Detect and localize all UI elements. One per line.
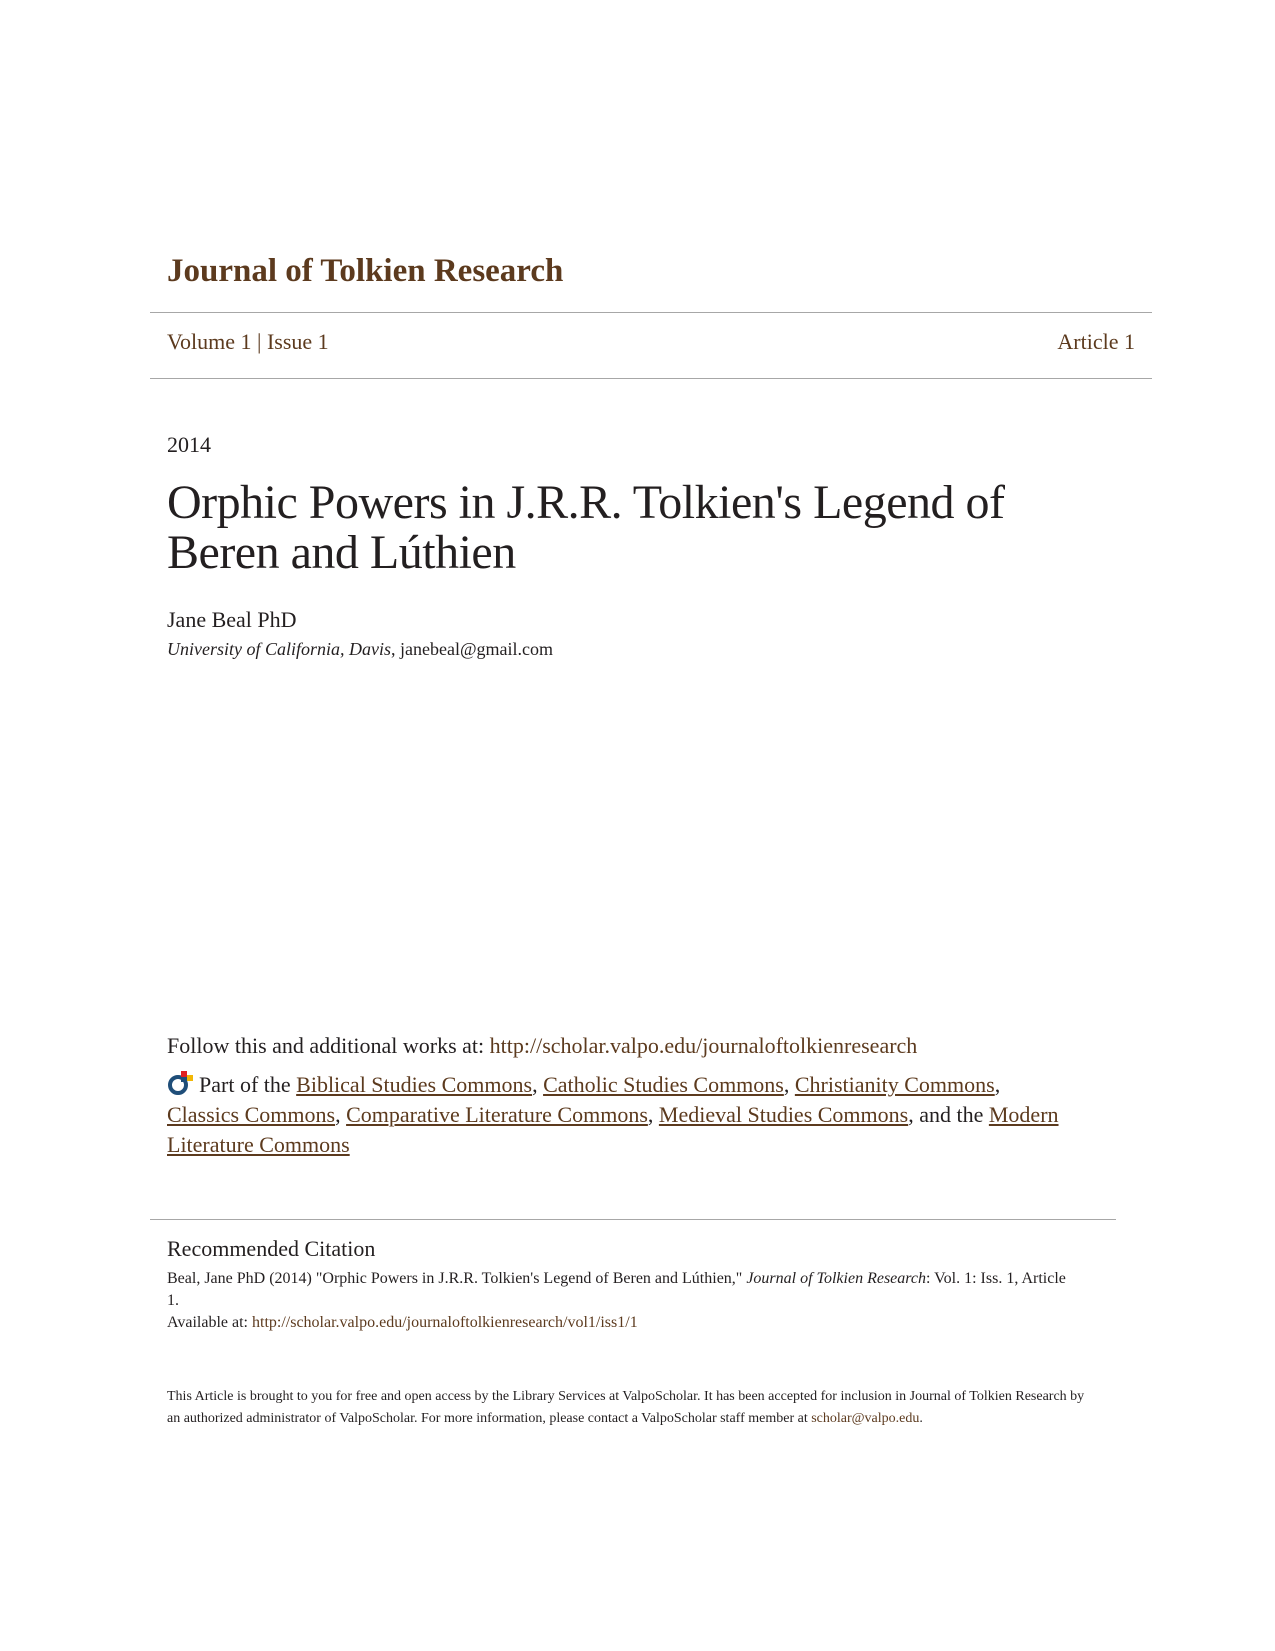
follow-link[interactable]: http://scholar.valpo.edu/journaloftolkienresearch bbox=[489, 1033, 918, 1058]
follow-line bbox=[167, 1033, 917, 1059]
commons-list: Part of the Biblical Studies Commons, Catholic Studies Commons, Christianity Commons, Classics Commons, Comparative Literature Commons, Medieval Studies Commons, and the Modern Literature Commons bbox=[167, 1072, 1059, 1157]
footer-end: . bbox=[919, 1411, 923, 1426]
footer-note bbox=[167, 1386, 1092, 1430]
volume-label: Volume 1 bbox=[167, 329, 252, 354]
commons-link-comparative-literature[interactable]: Comparative Literature Commons bbox=[346, 1102, 648, 1127]
commons-link-classics[interactable]: Classics Commons bbox=[167, 1102, 336, 1127]
author-institution: University of California, Davis bbox=[167, 639, 391, 659]
commons-prefix: Part of the bbox=[199, 1072, 297, 1097]
commons-link-catholic-studies[interactable]: Catholic Studies Commons bbox=[543, 1072, 784, 1097]
citation-text-before: Beal, Jane PhD (2014) "Orphic Powers in J.R.R. Tolkien's Legend of Beren and Lúthien," bbox=[167, 1270, 747, 1287]
author-email: janebeal@gmail.com bbox=[400, 639, 554, 659]
citation-available-label: Available at: bbox=[167, 1314, 252, 1331]
volume-issue-separator: | bbox=[257, 329, 262, 354]
author-affiliation: University of California, Davis, janebeal@gmail.com bbox=[167, 639, 554, 659]
footer-email-link[interactable]: scholar@valpo.edu bbox=[811, 1411, 920, 1426]
follow-label: Follow this and additional works at: bbox=[167, 1033, 490, 1058]
citation-divider bbox=[150, 1219, 1116, 1220]
publication-year: 2014 bbox=[167, 432, 211, 457]
article-title: Orphic Powers in J.R.R. Tolkien's Legend of Beren and Lúthien bbox=[167, 476, 1005, 579]
commons-and-the: , and the bbox=[908, 1102, 984, 1127]
footer-text: This Article is brought to you for free and open access by the Library Services at ValpoScholar. It has been accepted for inclusion in Journal of Tolkien Research by an authorized administrator of ValpoScholar. For more information, please contact a ValpoScholar staff member at bbox=[167, 1389, 1085, 1426]
commons-link-modern-literature[interactable]: Modern Literature Commons bbox=[167, 1102, 1059, 1157]
citation-available bbox=[167, 1312, 638, 1334]
header-top-divider bbox=[150, 312, 1152, 313]
commons-link-medieval-studies[interactable]: Medieval Studies Commons bbox=[658, 1102, 909, 1127]
article-number: Article 1 bbox=[1057, 329, 1135, 354]
citation-text bbox=[167, 1268, 1067, 1312]
commons-link-biblical-studies[interactable]: Biblical Studies Commons bbox=[296, 1072, 533, 1097]
commons-link-christianity[interactable]: Christianity Commons bbox=[794, 1072, 995, 1097]
commons-network-icon bbox=[167, 1070, 195, 1096]
citation-available-link[interactable]: http://scholar.valpo.edu/journaloftolkienresearch/vol1/iss1/1 bbox=[252, 1314, 638, 1331]
header-bottom-divider bbox=[150, 378, 1152, 379]
author-name: Jane Beal PhD bbox=[167, 607, 297, 632]
citation-journal-name: Journal of Tolkien Research bbox=[746, 1270, 927, 1287]
citation-text-after: : Vol. 1: Iss. 1, Article 1. bbox=[167, 1270, 1066, 1309]
journal-title: Journal of Tolkien Research bbox=[167, 253, 564, 289]
issue-label: Issue 1 bbox=[266, 329, 329, 354]
volume-issue bbox=[167, 329, 329, 355]
citation-heading: Recommended Citation bbox=[167, 1236, 376, 1261]
